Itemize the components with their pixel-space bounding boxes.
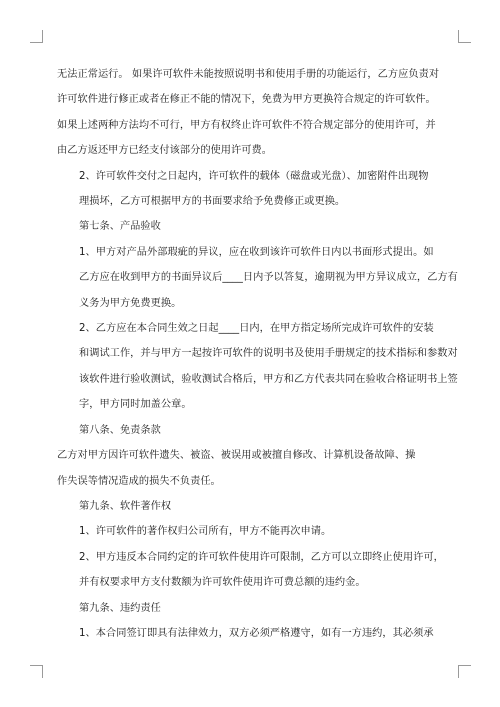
- text-line: 如果上述两种方法均不可行，甲方有权终止许可软件不符合规定部分的使用许可，并: [57, 119, 436, 131]
- text-line: 乙方应在收到甲方的书面异议后____日内予以答复，逾期视为甲方异议成立，乙方有: [79, 272, 458, 284]
- text-line: 第九条、软件著作权: [79, 500, 172, 512]
- text-line: 1、许可软件的著作权归公司所有，甲方不能再次申请。: [79, 526, 332, 538]
- paragraph: [57, 596, 437, 621]
- crop-mark-bottom-left: [30, 665, 43, 678]
- paragraph: [57, 62, 440, 164]
- text-line: 1、本合同签订即具有法律效力，双方必须严格遵守，如有一方违约，其必须承: [79, 627, 434, 639]
- text-line: 理损坏，乙方可根据甲方的书面要求给予免费修正或更换。: [79, 196, 346, 208]
- paragraph: [57, 316, 458, 418]
- paragraph: [57, 164, 437, 215]
- text-line: 乙方对甲方因许可软件遗失、被盗、被误用或被擅自修改、计算机设备故障、操: [57, 450, 416, 462]
- text-line: 并有权要求甲方支付数额为许可软件使用许可费总额的违约金。: [79, 577, 366, 589]
- paragraph: [57, 621, 437, 646]
- text-line: 该软件进行验收测试，验收测试合格后，甲方和乙方代表共同在验收合格证明书上签: [79, 373, 458, 385]
- document-body: [57, 62, 458, 646]
- paragraph: [57, 494, 437, 519]
- text-line: 第八条、免责条款: [79, 424, 161, 436]
- text-line: 2、乙方应在本合同生效之日起____日内，在甲方指定场所完成许可软件的安装: [79, 323, 434, 335]
- text-line: 2、甲方违反本合同约定的许可软件使用许可限制，乙方可以立即终止使用许可，: [79, 551, 444, 563]
- text-line: 由乙方返还甲方已经支付该部分的使用许可费。: [57, 145, 272, 157]
- text-line: 第九条、违约责任: [79, 602, 161, 614]
- text-line: 和调试工作，并与甲方一起按许可软件的说明书及使用手册规定的技术指标和参数对: [79, 348, 458, 360]
- text-line: 第七条、产品验收: [79, 221, 161, 233]
- text-line: 许可软件进行修正或者在修正不能的情况下，免费为甲方更换符合规定的许可软件。: [57, 94, 436, 106]
- paragraph: [57, 240, 458, 316]
- text-line: 义务为甲方免费更换。: [79, 297, 182, 309]
- text-line: 字，甲方同时加盖公章。: [79, 399, 192, 411]
- paragraph: [57, 418, 437, 443]
- text-line: 2、许可软件交付之日起内，许可软件的载体（磁盘或光盘）、加密附件出现物: [79, 170, 429, 182]
- crop-mark-top-left: [30, 30, 43, 43]
- crop-mark-top-right: [458, 30, 471, 43]
- paragraph: [57, 519, 437, 544]
- text-line: 作失误等情况造成的损失不负责任。: [57, 475, 221, 487]
- paragraph: [57, 545, 444, 596]
- text-line: 1、甲方对产品外部瑕疵的异议，应在收到该许可软件日内以书面形式提出。如: [79, 246, 434, 258]
- paragraph: [57, 214, 437, 239]
- paragraph: [57, 443, 437, 494]
- crop-mark-bottom-right: [458, 665, 471, 678]
- text-line: 无法正常运行。 如果许可软件未能按照说明书和使用手册的功能运行，乙方应负责对: [57, 69, 440, 80]
